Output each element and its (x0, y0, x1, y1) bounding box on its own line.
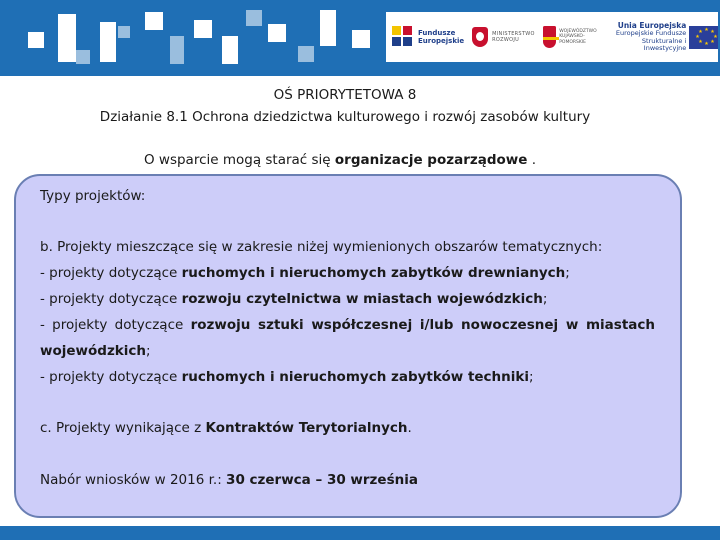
footer-band (0, 526, 720, 540)
logo-ministerstwo-rozwoju (472, 19, 535, 55)
decor-square (268, 24, 286, 42)
logo-text: Europejskie (418, 37, 465, 45)
logo-strip (386, 12, 718, 62)
decor-square (76, 50, 90, 64)
list-item-continuation: wojewódzkich; (40, 343, 151, 359)
decor-square (145, 12, 163, 30)
logo-fundusze-europejskie (392, 19, 464, 55)
logo-text: WOJEWÓDZTWO (559, 28, 597, 34)
priority-axis-title: OŚ PRIORYTETOWA 8 (273, 87, 417, 103)
logo-unia-europejska (611, 19, 718, 55)
logo-text: Fundusze (418, 29, 456, 37)
action-title: Działanie 8.1 Ochrona dziedzictwa kulturowego i rozwój zasobów kultury (99, 109, 591, 125)
list-item: - projekty dotyczące rozwoju czytelnictwa w miastach wojewódzkich; (40, 291, 548, 307)
decor-square (170, 36, 184, 64)
decor-square (222, 36, 238, 64)
decor-square (118, 26, 130, 38)
logo-text: Europejskie Fundusze (615, 29, 687, 37)
section-c-line: c. Projekty wynikające z Kontraktów Terytorialnych. (40, 420, 412, 436)
section-b-line: b. Projekty mieszczące się w zakresie niżej wymienionych obszarów tematycznych: (40, 239, 603, 255)
eagle-emblem-icon (472, 27, 488, 47)
decor-square (320, 10, 336, 46)
logo-wojewodztwo (543, 19, 603, 55)
list-item: - projekty dotyczące ruchomych i nieruchomych zabytków drewnianych; (40, 265, 570, 281)
list-item: - projekty dotyczące rozwoju sztuki współczesnej i/lub nowoczesnej w miastach (40, 317, 656, 333)
decor-square (100, 22, 116, 62)
logo-text: Strukturalne i Inwestycyjne (641, 36, 687, 52)
decor-square (298, 46, 314, 62)
fundusze-europejskie-icon (392, 26, 414, 48)
eu-flag-icon: ★ ★ ★ ★ ★ ★ ★ ★ (689, 26, 718, 49)
decor-square (246, 10, 262, 26)
decor-square (352, 30, 370, 48)
header-band (0, 0, 720, 76)
logo-text: KUJAWSKO-POMORSKIE (559, 34, 586, 45)
decor-square (28, 32, 44, 48)
decor-square (58, 14, 76, 62)
logo-text: Unia Europejska (617, 20, 687, 30)
regional-crest-icon (543, 26, 556, 48)
box-heading: Typy projektów: (40, 188, 146, 204)
intro-sentence: O wsparcie mogą starać się organizacje pozarządowe . (143, 152, 536, 168)
logo-text: ROZWOJU (492, 37, 520, 43)
list-item: - projekty dotyczące ruchomych i nieruchomych zabytków techniki; (40, 369, 534, 385)
decor-square (194, 20, 212, 38)
application-period: Nabór wniosków w 2016 r.: 30 czerwca – 30 września (40, 472, 418, 488)
logo-text: MINISTERSTWO (492, 31, 535, 37)
